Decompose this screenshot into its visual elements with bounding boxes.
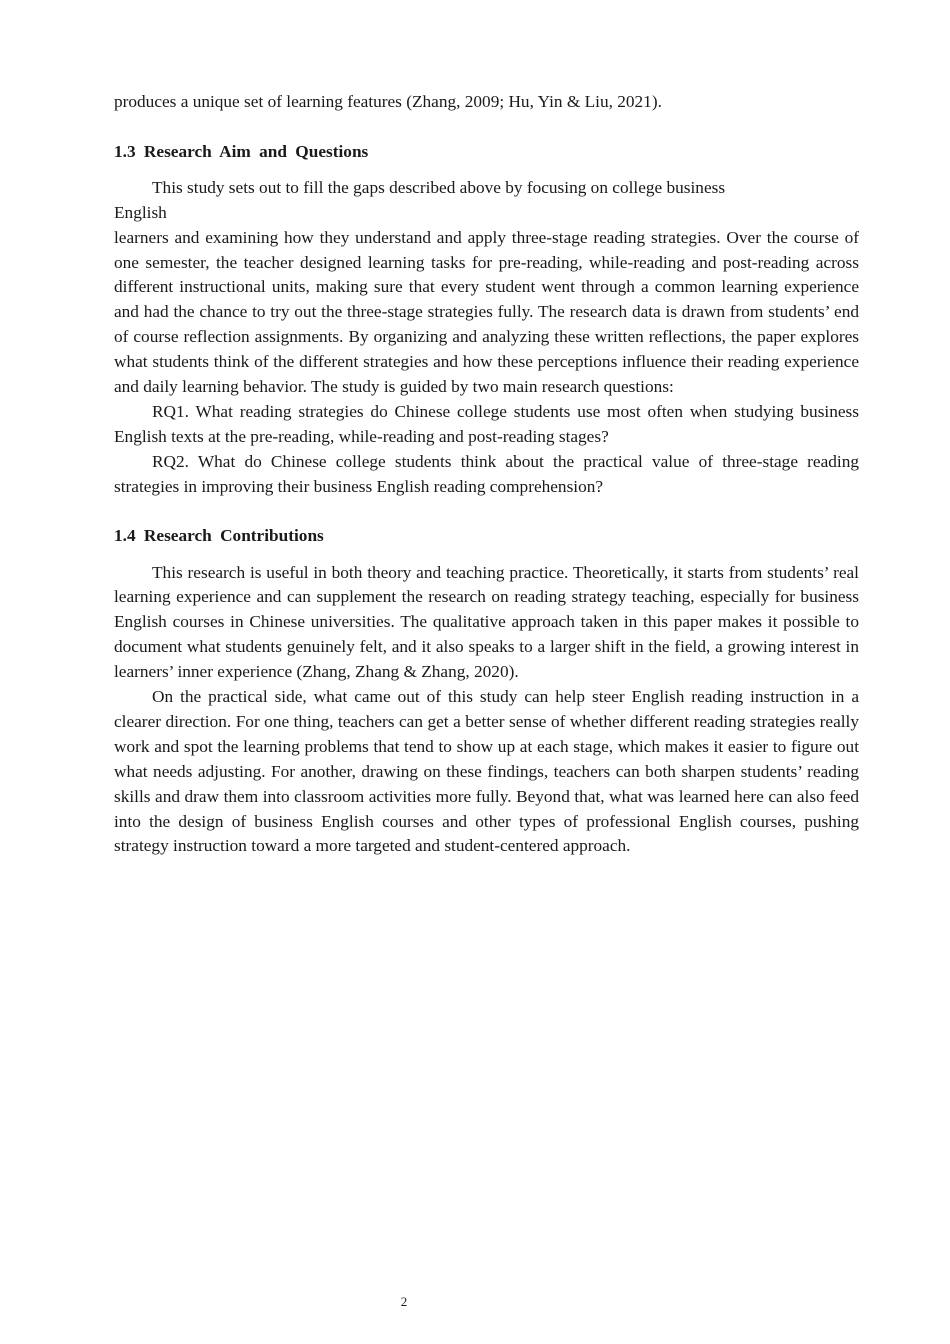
continuation-paragraph: produces a unique set of learning features (Zhang, 2009; Hu, Yin & Liu, 2021). xyxy=(114,92,662,111)
paragraph-line: This study sets out to fill the gaps described above by focusing on college business xyxy=(152,177,726,197)
paragraph-orphan-word: English xyxy=(114,202,167,222)
research-question-1: RQ1. What reading strategies do Chinese college students use most often when studying business English texts at the pre-reading, while-reading and post-reading stages? xyxy=(114,401,859,446)
paragraph-research-aim xyxy=(114,176,859,226)
section-heading-1-3: 1.3 Research Aim and Questions xyxy=(114,141,369,161)
paragraph-contributions-practice: On the practical side, what came out of this study can help steer English reading instruction in a clearer direction. For one thing, teachers can get a better sense of whether different reading strategies really work and spot the learning problems that tend to show up at each stage, which makes it easier to figure out what needs adjusting. For another, drawing on these findings, teachers can both sharpen students’ reading skills and draw them into classroom activities more fully. Beyond that, what was learned here can also feed into the design of business English courses and other types of professional English courses, pushing strategy instruction toward a more targeted and student-centered approach. xyxy=(114,687,859,856)
paragraph-contributions-theory: This research is useful in both theory and teaching practice. Theoretically, it starts from students’ real learning experience and can supplement the research on reading strategy teaching, especially for business English courses in Chinese universities. The qualitative approach taken in this paper makes it possible to document what students genuinely felt, and it also speaks to a larger shift in the field, a growing interest in learners’ inner experience (Zhang, Zhang & Zhang, 2020). xyxy=(114,562,859,682)
research-question-2: RQ2. What do Chinese college students think about the practical value of three-stage reading strategies in improving their business English reading comprehension? xyxy=(114,451,859,496)
page-number: 2 xyxy=(400,1294,408,1309)
paragraph-research-aim-continued: learners and examining how they understand and apply three-stage reading strategies. Over the course of one semester, the teacher designed learning tasks for pre-reading, while-reading and post-reading across different instructional units, making sure that every student went through a common learning experience and had the chance to try out the three-stage strategies fully. The research data is drawn from students’ end of course reflection assignments. By organizing and analyzing these written reflections, the paper explores what students think of the different strategies and how these perceptions influence their reading experience and daily learning behavior. The study is guided by two main research questions: xyxy=(114,227,859,397)
document-page xyxy=(114,90,859,859)
section-heading-1-4: 1.4 Research Contributions xyxy=(114,525,324,545)
